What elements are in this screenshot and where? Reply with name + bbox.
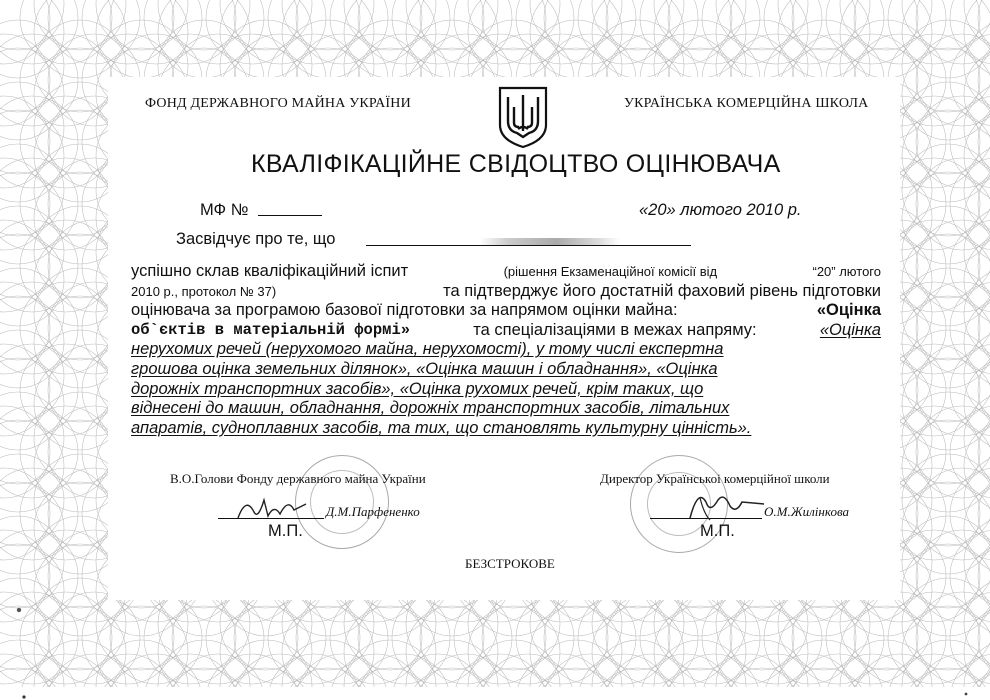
body-line-5: нерухомих речей (нерухомого майна, нерухомості), у тому числі експертна [131,340,724,359]
left-seal-mark: М.П. [268,522,303,540]
body-line-7: дорожніх транспортних засобів», «Оцінка рухомих речей, крім таких, що [131,379,704,398]
issue-date: «20» лютого 2010 р. [639,201,802,219]
body-line-2: 2010 р., протокол № 37) та підтверджує його достатній фаховий рівень підготовки [131,281,881,300]
body-line-3: оцінювача за програмою базової підготовки за напрямом оцінки майна: «Оцінка [131,301,881,320]
right-signature-icon [680,484,772,526]
trident-emblem-icon [497,85,549,149]
certificate-number-field [258,215,322,216]
left-signatory-name: Д.М.Парфененко [326,504,420,519]
right-seal-mark: М.П. [700,522,735,540]
body-line-1: успішно склав кваліфікаційний іспит (рішення Екзаменаційної комісії від “20” лютого [131,262,881,280]
issuer-right-name: УКРАЇНСЬКА КОМЕРЦІЙНА ШКОЛА [624,96,869,111]
redaction-smudge [480,238,620,245]
body-line-9: апаратів, судноплавних засобів, та тих, що становлять культурну цінність». [131,418,752,437]
body-line-6: грошова оцінка земельних ділянок», «Оцінка машин і обладнання», «Оцінка [131,359,718,378]
validity-note: БЕЗСТРОКОВЕ [465,556,555,571]
issuer-left-name: ФОНД ДЕРЖАВНОГО МАЙНА УКРАЇНИ [145,96,411,111]
left-signatory-position: В.О.Голови Фонду державного майна України [170,471,426,486]
body-line-4: об`єктів в матеріальній формі» та спеціалізаціями в межах напряму: «Оцінка [131,320,881,339]
right-signatory-position: Директор Українськоі комерційної школи [600,471,830,486]
recipient-name-field [366,245,691,246]
body-line-8: віднесені до машин, обладнання, дорожніх транспортних засобів, літальних [131,399,730,418]
certificate-title: КВАЛІФІКАЦІЙНЕ СВІДОЦТВО ОЦІНЮВАЧА [251,150,781,178]
right-signatory-name: О.М.Жилінкова [764,504,849,519]
certificate-body [131,262,881,438]
certifies-label: Засвідчує про те, що [176,230,336,248]
left-signature-icon [232,490,322,526]
certificate-number-label: МФ № [200,201,249,219]
